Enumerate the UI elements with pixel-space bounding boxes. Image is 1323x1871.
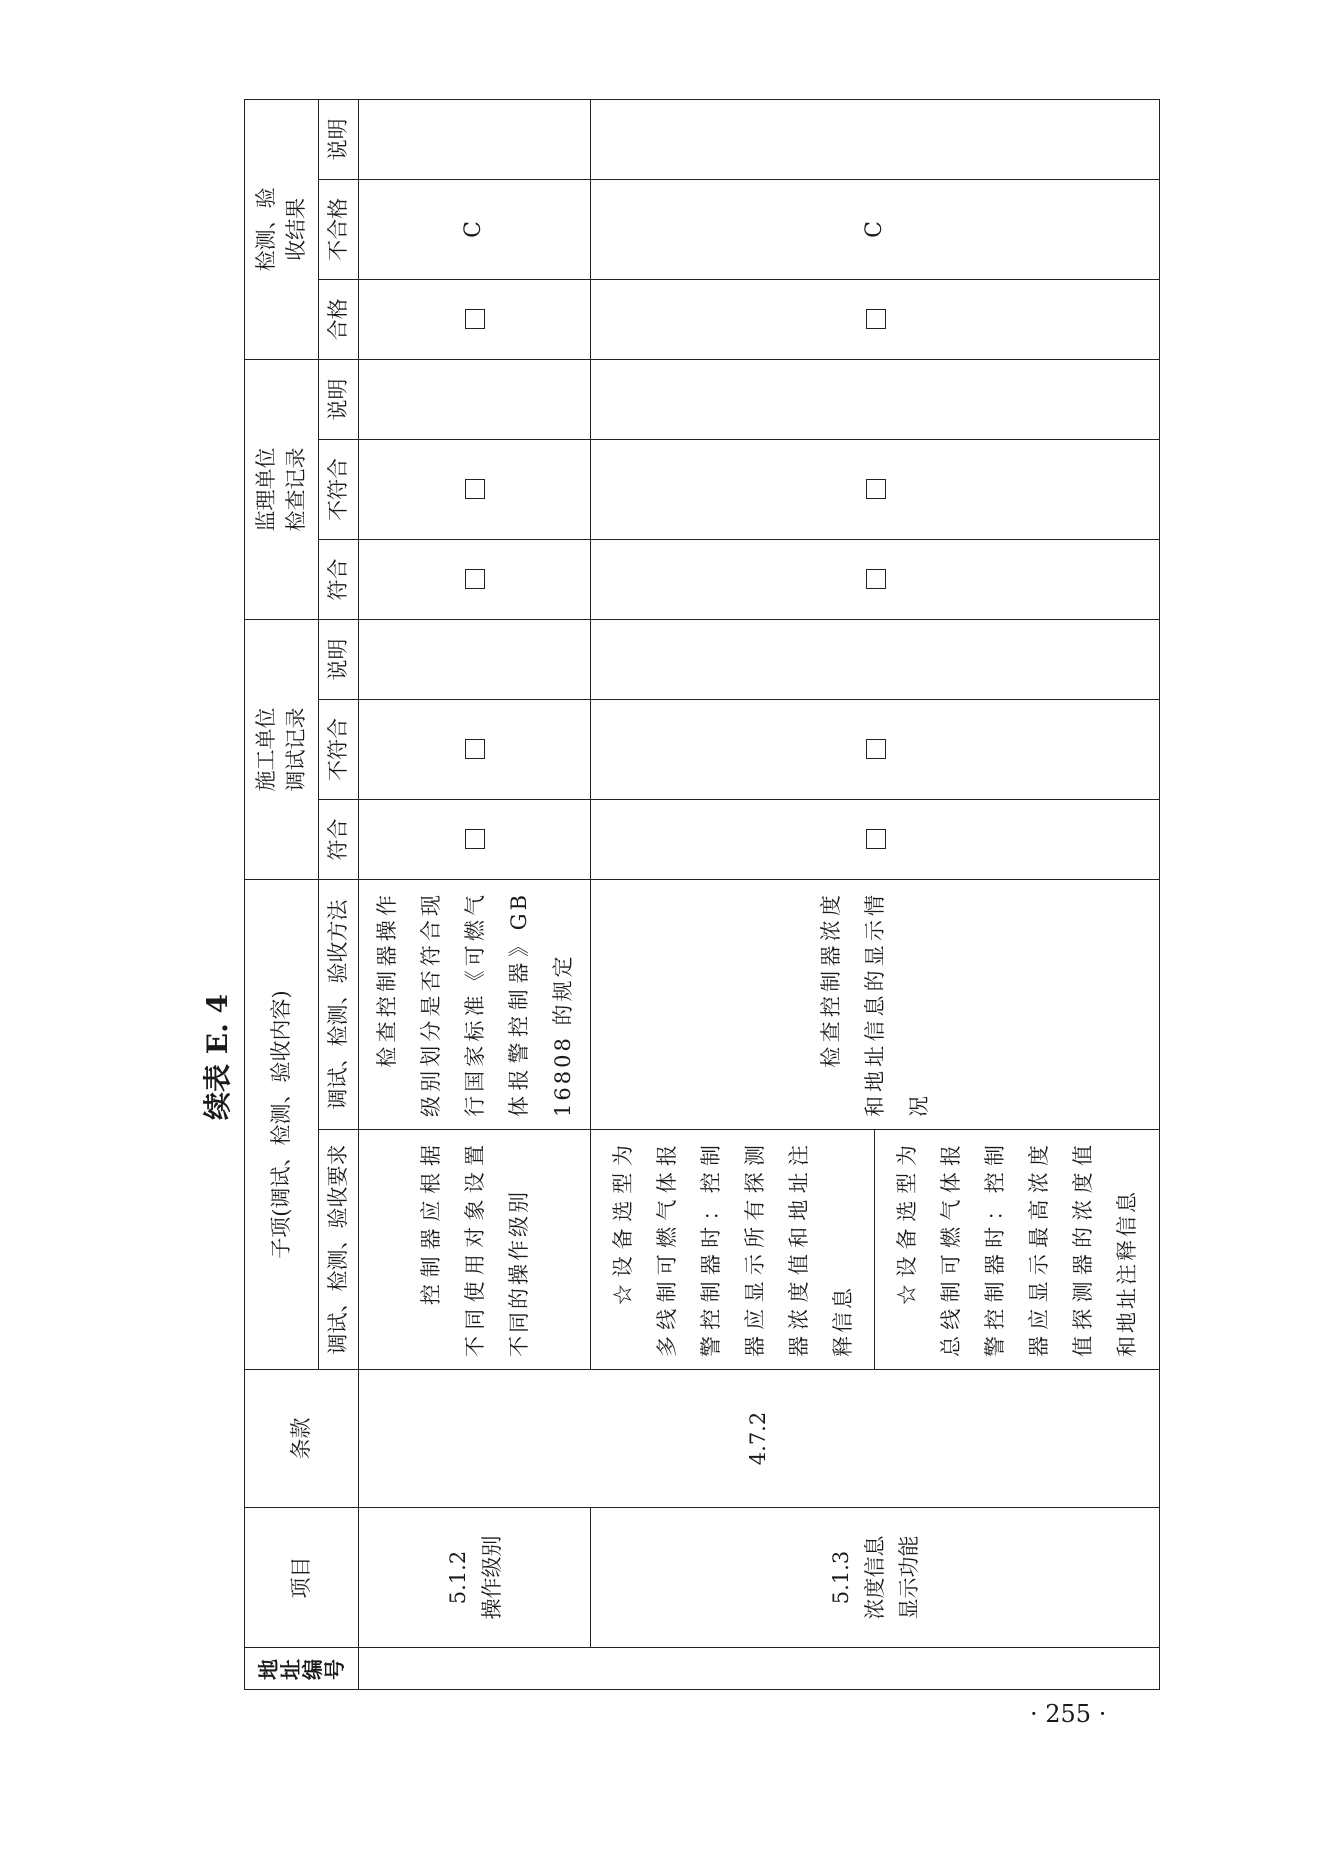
construction-note-cell [591,619,1160,699]
page-title: 续表 E. 4 [201,993,234,1120]
result-note-cell [591,99,1160,179]
supervision-conform-cell [359,539,591,619]
requirement-cell-a: ☆设备选型为多线制可燃气体报警控制器时：控制器应显示所有探测器浓度值和地址注释信息 [591,1130,875,1370]
construction-conform-cell [591,799,1160,879]
header-supervision-conform: 符合 [319,539,359,619]
construction-nonconform-cell [359,699,591,799]
project-cell [359,1508,591,1648]
header-project: 项目 [245,1508,359,1648]
address-cell [359,1648,1160,1690]
title-wrap [196,993,236,1120]
header-construction-nonconform: 不符合 [319,699,359,799]
clause-cell: 4.7.2 [359,1370,1160,1508]
project-cell [591,1508,1160,1648]
header-construction-conform: 符合 [319,799,359,879]
requirement-cell-b: ☆设备选型为总线制可燃气体报警控制器时：控制器应显示最高浓度值探测器的浓度值和地址注释信息 [875,1130,1160,1370]
checkbox-icon[interactable] [465,829,485,849]
supervision-nonconform-cell [359,439,591,539]
fail-mark: C [861,221,887,238]
supervision-nonconform-cell [591,439,1160,539]
project-code: 5.1.3 [829,1550,853,1605]
project-code: 5.1.2 [445,1550,470,1605]
header-row-1 [245,99,319,1689]
header-requirement: 调试、检测、验收要求 [319,1130,359,1370]
table-row [359,99,591,1689]
supervision-note-cell [591,359,1160,439]
header-result-fail: 不合格 [319,179,359,279]
header-supervision-nonconform: 不符合 [319,439,359,539]
result-pass-cell [359,279,591,359]
requirement-cell: 控制器应根据不同使用对象设置不同的操作级别 [359,1130,591,1370]
construction-note-cell [359,619,591,699]
construction-nonconform-cell [591,699,1160,799]
method-cell: 检查控制器操作级别划分是否符合现行国家标准《可燃气体报警控制器》GB 16808 的规定 [359,879,591,1129]
project-name: 操作级别 [479,1535,504,1620]
header-result: 检测、验收结果 [245,99,319,359]
supervision-conform-cell [591,539,1160,619]
page-number: · 255 · [1030,1700,1107,1728]
header-construction-note: 说明 [319,619,359,699]
checkbox-icon[interactable] [866,309,886,329]
result-note-cell [359,99,591,179]
checkbox-icon[interactable] [866,739,886,759]
rotated-table-container [244,118,1159,1690]
header-supervision-note: 说明 [319,359,359,439]
construction-conform-cell [359,799,591,879]
header-address-no: 地址编号 [245,1648,359,1690]
header-subitem: 子项(调试、检测、验收内容) [245,879,319,1369]
checkbox-icon[interactable] [465,569,485,589]
checkbox-icon[interactable] [866,829,886,849]
supervision-note-cell [359,359,591,439]
header-clause: 条款 [245,1370,359,1508]
checkbox-icon[interactable] [866,479,886,499]
result-fail-cell [591,179,1160,279]
header-result-note: 说明 [319,99,359,179]
header-result-pass: 合格 [319,279,359,359]
project-name: 浓度信息显示功能 [863,1535,921,1620]
checkbox-icon[interactable] [465,479,485,499]
acceptance-table [244,99,1160,1690]
result-pass-cell [591,279,1160,359]
result-fail-cell [359,179,591,279]
checkbox-icon[interactable] [866,569,886,589]
header-method: 调试、检测、验收方法 [319,879,359,1129]
fail-mark: C [461,221,487,238]
header-construction: 施工单位调试记录 [245,619,319,879]
header-supervision: 监理单位检查记录 [245,359,319,619]
method-cell: 检查控制器浓度和地址信息的显示情况 [591,879,1160,1129]
checkbox-icon[interactable] [465,309,485,329]
checkbox-icon[interactable] [465,739,485,759]
